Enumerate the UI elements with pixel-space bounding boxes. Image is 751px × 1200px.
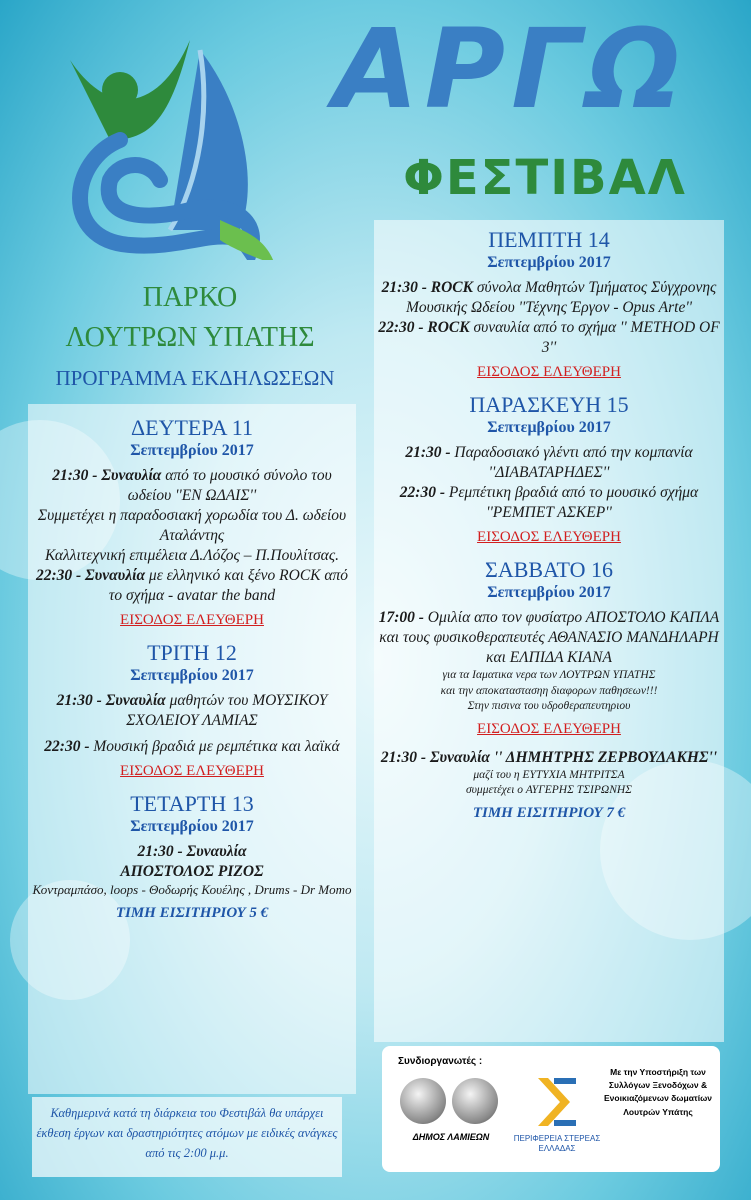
free-entry-label: ΕΙΣΟΔΟΣ ΕΛΕΥΘΕΡΗ	[477, 364, 621, 381]
event-line: 21:30 - Παραδοσιακό γλέντι από την κομπανία ''ΔΙΑΒΑΤΑΡΗΔΕΣ''	[405, 443, 693, 481]
region-logo-icon	[534, 1074, 580, 1130]
sponsors-title: Συνδιοργανωτές :	[398, 1056, 483, 1067]
argo-logo-icon	[50, 20, 290, 260]
event-line: Καλλιτεχνική επιμέλεια Δ.Λόζος – Π.Πουλίτσας.	[44, 547, 339, 565]
day-month: Σεπτεμβρίου 2017	[487, 418, 611, 436]
sponsors-box	[382, 1046, 720, 1172]
event-line: 21:30 - Συναυλία μαθητών του ΜΟΥΣΙΚΟΥ ΣΧΟΛΕΙΟΥ ΛΑΜΙΑΣ	[56, 691, 328, 730]
event-line: 22:30 - Συναυλία με ελληνικό και ξένο ROCK από το σχήμα - avatar the band	[35, 567, 349, 605]
venue-line-2: ΛΟΥΤΡΩΝ ΥΠΑΤΗΣ	[65, 322, 315, 353]
event-detail: Στην πισινα του υδροθεραπευτηριου	[467, 700, 631, 713]
day-heading: ΠΑΡΑΣΚΕΥΗ 15	[469, 392, 629, 418]
festival-subtitle: ΦΕΣΤΙΒΑΛ	[403, 150, 687, 206]
day-heading: ΤΡΙΤΗ 12	[147, 640, 237, 666]
ticket-price: ΤΙΜΗ ΕΙΣΙΤΗΡΙΟΥ 5 €	[115, 905, 269, 922]
left-column	[32, 414, 352, 928]
day-month: Σεπτεμβρίου 2017	[130, 441, 254, 459]
free-entry-label: ΕΙΣΟΔΟΣ ΕΛΕΥΘΕΡΗ	[477, 720, 621, 737]
day-month: Σεπτεμβρίου 2017	[130, 817, 254, 835]
program-title: ΠΡΟΓΡΑΜΜΑ ΕΚΔΗΛΩΣΕΩΝ	[55, 366, 335, 390]
region-name: ΠΕΡΙΦΕΡΕΙΑ ΣΤΕΡΕΑΣ ΕΛΛΑΔΑΣ	[513, 1134, 601, 1153]
day-month: Σεπτεμβρίου 2017	[487, 583, 611, 601]
coin-icon	[400, 1078, 446, 1124]
event-detail: για τα Ιαματικα νερα των ΛΟΥΤΡΩΝ ΥΠΑΤΗΣ	[442, 669, 656, 682]
free-entry-label: ΕΙΣΟΔΟΣ ΕΛΕΥΘΕΡΗ	[120, 763, 264, 780]
festival-title: ΑΡΓΩ	[333, 5, 687, 133]
support-text: Με την Υποστήριξη των Συλλόγων Ξενοδόχων & Ενοικιαζόμενων δωματίων Λουτρών Υπάτης	[604, 1067, 712, 1117]
event-line: 17:00 - Ομιλία απο τον φυσίατρο ΑΠΟΣΤΟΛΟ ΚΑΠΛΑ και τους φυσικοθεραπευτές ΑΘΑΝΑΣΙΟ ΜΑΝΔΗΛΑΡΗ και ΕΛΠΙΔΑ ΚΙΑΝΑ	[378, 608, 720, 666]
municipality-name: ΔΗΜΟΣ ΛΑΜΙΕΩΝ	[412, 1132, 490, 1142]
free-entry-label: ΕΙΣΟΔΟΣ ΕΛΕΥΘΕΡΗ	[120, 612, 264, 629]
event-line: 21:30 - ROCK σύνολα Μαθητών Τμήματος Σύγχρονης Μουσικής Ωδείου ''Τέχνης Έργον - Opus Arte''	[381, 278, 717, 316]
day-heading: ΣΑΒΒΑΤΟ 16	[485, 557, 613, 583]
event-line: 21:30 - Συναυλία από το μουσικό σύνολο του ωδείου ''ΕΝ ΩΔΑΙΣ''	[52, 466, 332, 504]
event-line: 21:30 - Συναυλία	[137, 842, 247, 860]
event-line: Κοντραμπάσο, loops - Θοδωρής Κουέλης , Drums - Dr Momo	[32, 882, 352, 898]
coin-icon	[452, 1078, 498, 1124]
day-month: Σεπτεμβρίου 2017	[487, 253, 611, 271]
free-entry-label: ΕΙΣΟΔΟΣ ΕΛΕΥΘΕΡΗ	[477, 529, 621, 546]
day-month: Σεπτεμβρίου 2017	[130, 666, 254, 684]
right-column	[378, 226, 720, 828]
event-line: 22:30 - Μουσική βραδιά με ρεμπέτικα και λαϊκά	[44, 738, 340, 756]
event-detail: συμμετέχει ο ΑΥΓΕΡΗΣ ΤΣΙΡΩΝΗΣ	[465, 784, 633, 797]
event-line: 21:30 - Συναυλία '' ΔΗΜΗΤΡΗΣ ΖΕΡΒΟΥΔΑΚΗΣ''	[380, 748, 718, 766]
day-heading: ΠΕΜΠΤΗ 14	[488, 227, 610, 252]
event-detail: και την αποκαταστασηη διαφορων παθησεων!!!	[440, 684, 658, 697]
exhibition-note: Καθημερινά κατά τη διάρκεια του Φεστιβάλ θα υπάρχει έκθεση έργων και δραστηριότητες ατόμων με ειδικές ανάγκες από τις 2:00 μ.μ.	[32, 1097, 342, 1177]
event-line: ΑΠΟΣΤΟΛΟΣ ΡΙΖΟΣ	[120, 863, 264, 881]
event-line: Συμμετέχει η παραδοσιακή χορωδία του Δ. ωδείου Αταλάντης	[37, 506, 347, 544]
venue-line-1: ΠΑΡΚΟ	[142, 282, 238, 313]
event-line: 22:30 - Ρεμπέτικη βραδιά από το μουσικό σχήμα ''ΡΕΜΠΕΤ ΑΣΚΕΡ''	[399, 483, 699, 521]
event-line: 22:30 - ROCK συναυλία από το σχήμα '' METHOD OF 3''	[378, 318, 720, 356]
ticket-price: ΤΙΜΗ ΕΙΣΙΤΗΡΙΟΥ 7 €	[472, 804, 626, 821]
day-heading: ΤΕΤΑΡΤΗ 13	[130, 791, 254, 817]
day-heading: ΔΕΥΤΕΡΑ 11	[131, 415, 253, 440]
event-detail: μαζί του η ΕΥΤΥΧΙΑ ΜΗΤΡΙΤΣΑ	[473, 768, 625, 781]
